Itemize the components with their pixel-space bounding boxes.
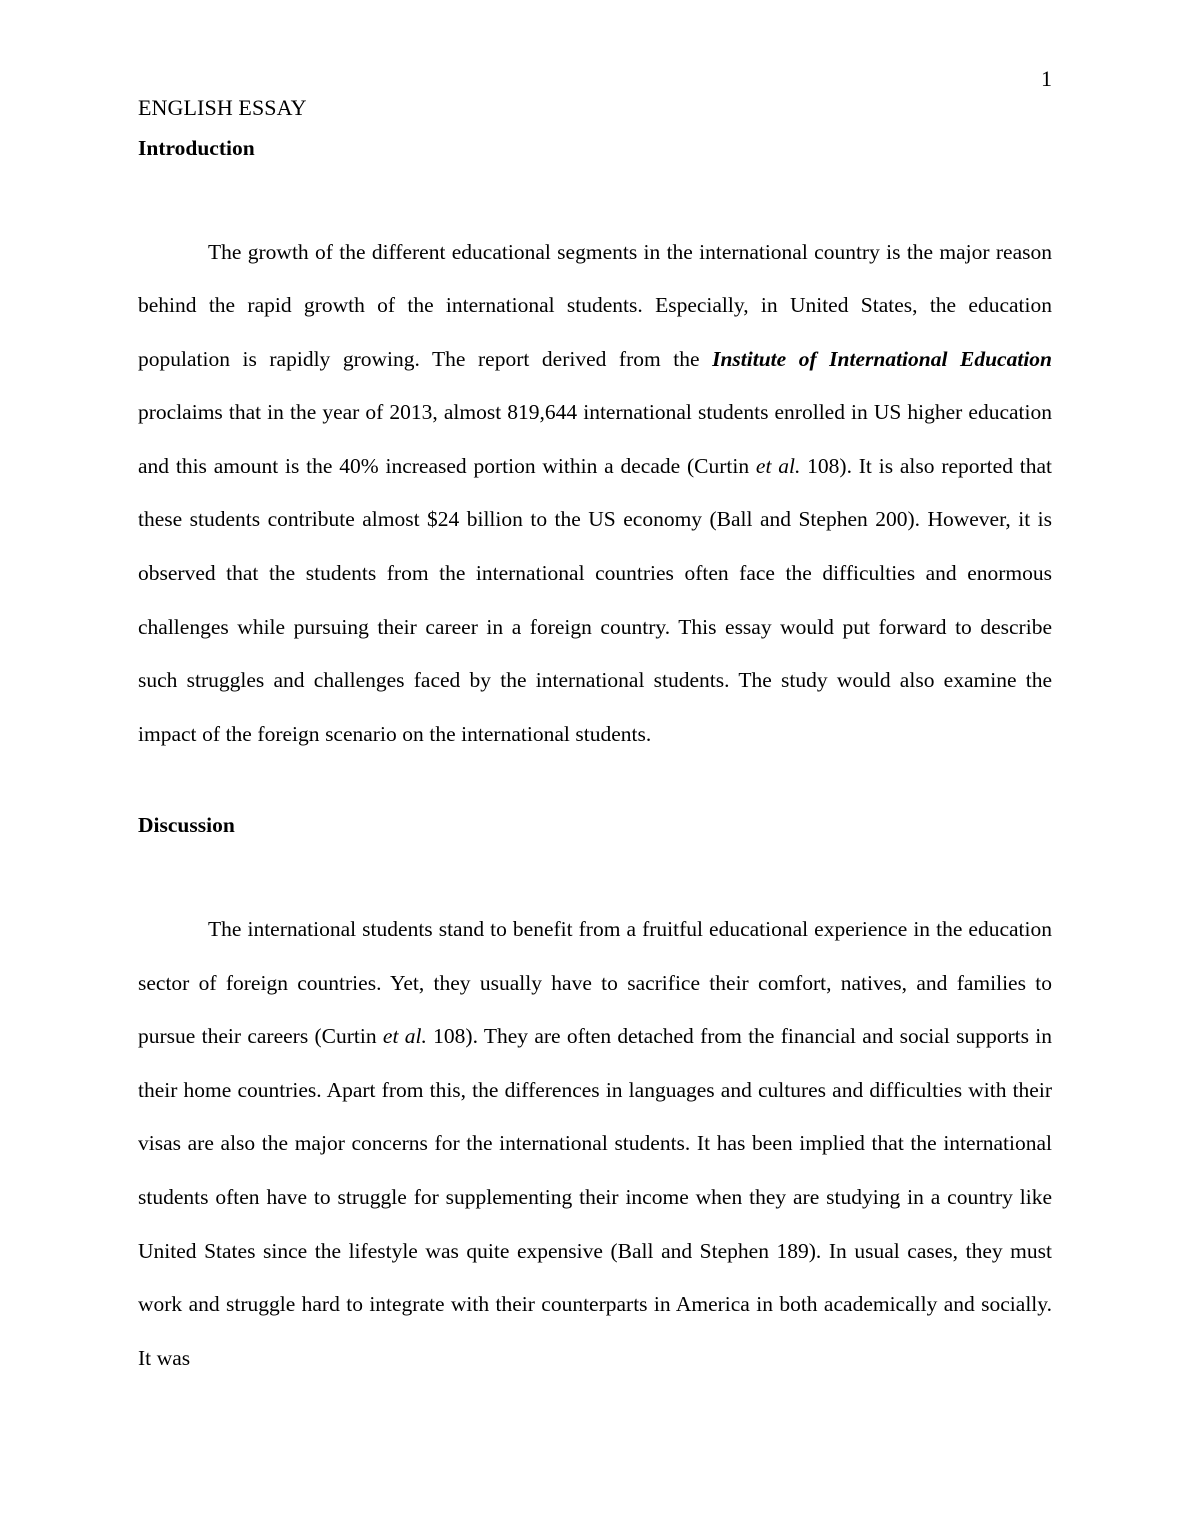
section-heading-introduction: Introduction [138,136,255,160]
paragraph-introduction [138,226,1052,762]
paragraph-discussion-part-1: The international students stand to benefit from a fruitful educational experience in the education sector of foreign countries. Yet, they usually have to sacrifice their comfort, natives, and families to pursue their careers (Curtin [138,916,1052,1049]
citation-et-al-1: et al. [755,453,801,478]
paragraph-introduction-part-1: The growth of the different educational segments in the international country is the major reason behind the rapid growth of the international students. Especially, in United States, the education population is rapidly growing. The report derived from the [138,239,1052,371]
paragraph-introduction-part-2: proclaims that in the year of 2013, almost 819,644 international students enrolled in US higher education and this amount is the 40% increased portion within a decade (Curtin [138,400,1052,478]
paragraph-discussion [138,903,1052,1385]
paragraph-introduction-part-3: 108). It is also reported that these students contribute almost $24 billion to the US economy (Ball and Stephen 200). However, it is observed that the students from the international countries often face the difficulties and enormous challenges while pursuing their career in a foreign country. This essay would put forward to describe such struggles and challenges faced by the international students. The study would also examine the impact of the foreign scenario on the international students. [138,453,1052,746]
running-head: ENGLISH ESSAY [138,95,307,120]
spacer-after-discussion-heading [138,837,1052,903]
emphasis-institute-of-international-education: Institute of International Education [712,346,1053,371]
section-heading-discussion: Discussion [138,813,235,838]
page-number: 1 [1041,66,1052,91]
paragraph-discussion-part-2: 108). They are often detached from the financial and social supports in their home countries. Apart from this, the differences in languages and cultures and difficulties with their visas are also the major concerns for the international students. It has been implied that the international students often have to struggle for supplementing their income when they are studying in a country like United States since the lifestyle was quite expensive (Ball and Stephen 189). In usual cases, they must work and struggle hard to integrate with their counterparts in America in both academically and socially. It was [138,1024,1052,1370]
spacer-before-discussion-heading [138,761,1052,815]
spacer-after-introduction-heading [138,160,1052,226]
citation-et-al-2: et al. [382,1024,427,1049]
document-body [138,138,1052,1385]
